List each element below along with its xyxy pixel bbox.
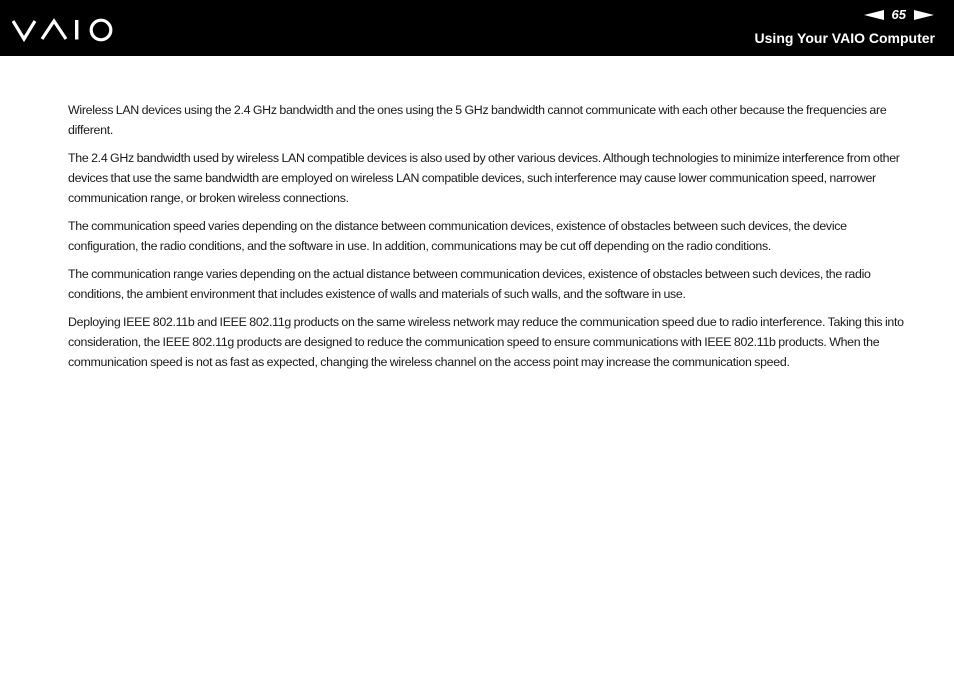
page-header bbox=[0, 0, 954, 56]
vaio-logo bbox=[12, 14, 122, 44]
section-title: Using Your VAIO Computer bbox=[754, 30, 935, 46]
next-page-arrow-icon[interactable] bbox=[914, 10, 934, 20]
paragraph-mixed-standards: Deploying IEEE 802.11b and IEEE 802.11g products on the same wireless network may reduce the communication speed due to radio interference. Taking this into consideration, the IEEE 802.11g products are designed to reduce the communication speed to ensure communications with IEEE 802.11b products. When the communication speed is not as fast as expected, changing the wireless channel on the access point may increase the communication speed. bbox=[68, 315, 904, 369]
page-navigation bbox=[864, 7, 934, 23]
document-body bbox=[68, 100, 914, 380]
paragraph-communication-speed: The communication speed varies depending on the distance between communication devices, existence of obstacles between such devices, the device configuration, the radio conditions, and the software in use. In addition, communications may be cut off depending on the radio conditions. bbox=[68, 219, 847, 253]
previous-page-arrow-icon[interactable] bbox=[864, 10, 884, 20]
paragraph-communication-range: The communication range varies depending on the actual distance between communication devices, existence of obstacles between such devices, the radio conditions, the ambient environment that includes existence of walls and materials of such walls, and the software in use. bbox=[68, 267, 871, 301]
page-number: 65 bbox=[891, 7, 906, 22]
paragraph-interference: The 2.4 GHz bandwidth used by wireless LAN compatible devices is also used by other various devices. Although technologies to minimize interference from other devices that use the same bandwidth are employed on wireless LAN compatible devices, such interference may cause lower communication speed, narrower communication range, or broken wireless connections. bbox=[68, 151, 900, 205]
paragraph-band-incompatibility: Wireless LAN devices using the 2.4 GHz bandwidth and the ones using the 5 GHz bandwidth cannot communicate with each other because the frequencies are different. bbox=[68, 103, 887, 137]
